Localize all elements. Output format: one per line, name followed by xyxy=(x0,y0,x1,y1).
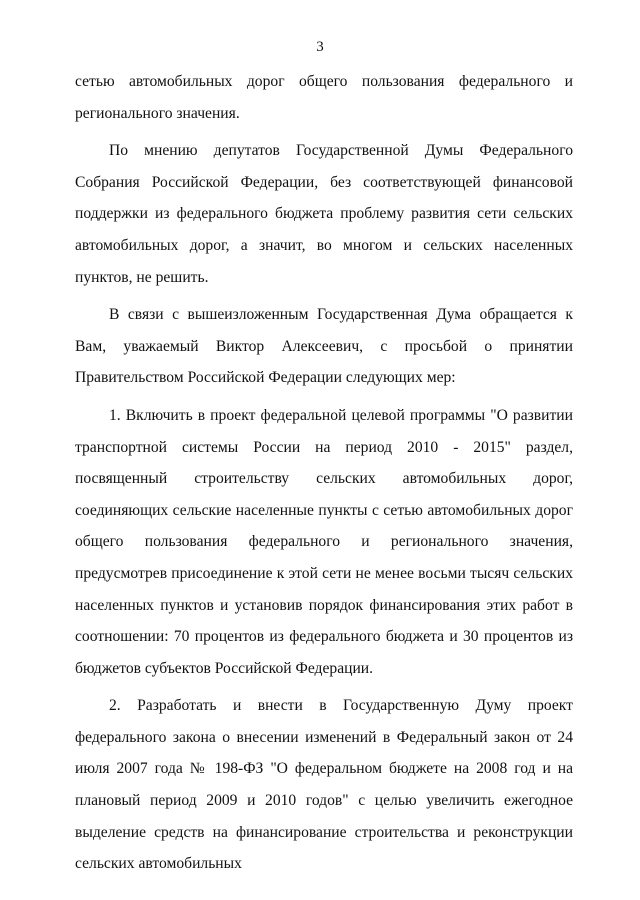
paragraph-continuation: сетью автомобильных дорог общего пользования федерального и регионального значения. xyxy=(75,73,573,122)
paragraph-measure-2: 2. Разработать и внести в Государственную Думу проект федерального закона о внесении изменений в Федеральный закон от 24 июля 2007 года № 198-ФЗ "О федеральном бюджете на 2008 год и на плановый период 2009 и 2010 годов" с целью увеличить ежегодное выделение средств на финансирование строительства и реконструкции сельских автомобильных xyxy=(75,697,573,873)
letter-body xyxy=(75,66,573,880)
paragraph-measure-1: 1. Включить в проект федеральной целевой программы "О развитии транспортной системы России на период 2010 - 2015" раздел, посвященный строительству сельских автомобильных дорог, соединяющих сельские населенные пункты с сетью автомобильных дорог общего пользования федерального и регионального значения, предусмотрев присоединение к этой сети не менее восьми тысяч сельских населенных пунктов и установив порядок финансирования этих работ в соотношении: 70 процентов из федерального бюджета и 30 процентов из бюджетов субъектов Российской Федерации. xyxy=(75,406,573,677)
page-number: 3 xyxy=(316,39,324,55)
paragraph-duma-appeal: В связи с вышеизложенным Государственная Дума обращается к Вам, уважаемый Виктор Алексеевич, с просьбой о принятии Правительством Российской Федерации следующих мер: xyxy=(75,306,573,387)
paragraph-deputies-opinion: По мнению депутатов Государственной Думы Федерального Собрания Российской Федерации, без соответствующей финансовой поддержки из федерального бюджета проблему развития сети сельских автомобильных дорог, а значит, во многом и сельских населенных пунктов, не решить. xyxy=(75,142,573,286)
